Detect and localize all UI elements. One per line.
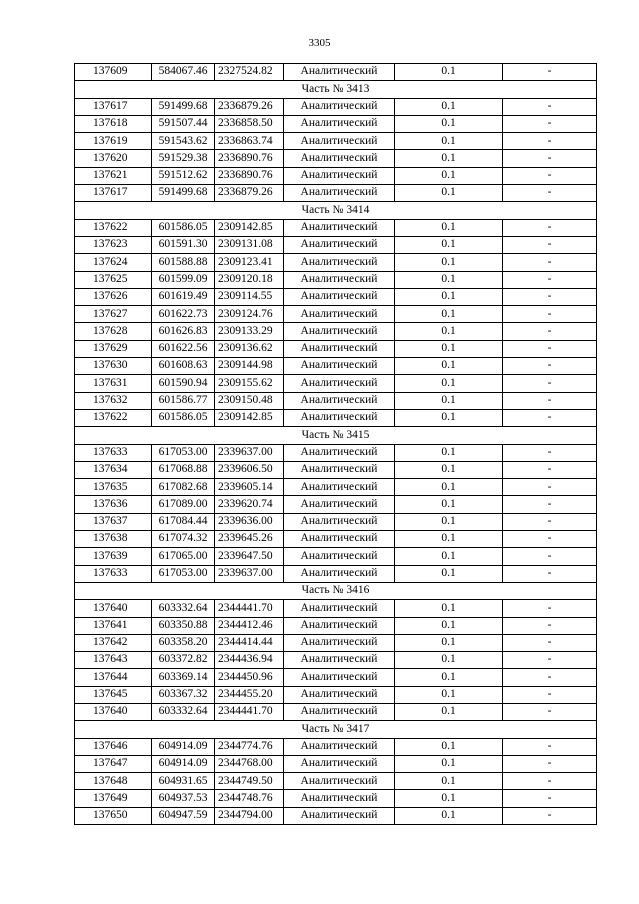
- point-id-cell: 137619: [75, 133, 152, 150]
- note-cell: -: [503, 652, 597, 669]
- accuracy-cell: 0.1: [395, 98, 503, 115]
- method-cell: Аналитический: [284, 133, 395, 150]
- point-id-cell: 137628: [75, 323, 152, 340]
- point-id-cell: 137621: [75, 167, 152, 184]
- x-coordinate-cell: 584067.46: [152, 64, 215, 81]
- table-row: [75, 617, 597, 634]
- x-coordinate-cell: 601626.83: [152, 323, 215, 340]
- method-cell: Аналитический: [284, 686, 395, 703]
- accuracy-cell: 0.1: [395, 133, 503, 150]
- x-coordinate-cell: 601586.05: [152, 409, 215, 426]
- table-row: [75, 548, 597, 565]
- method-cell: Аналитический: [284, 375, 395, 392]
- point-id-cell: 137622: [75, 409, 152, 426]
- table-row: [75, 98, 597, 115]
- note-cell: -: [503, 461, 597, 478]
- table-row: [75, 288, 597, 305]
- note-cell: -: [503, 150, 597, 167]
- accuracy-cell: 0.1: [395, 409, 503, 426]
- note-cell: -: [503, 686, 597, 703]
- method-cell: Аналитический: [284, 565, 395, 582]
- method-cell: Аналитический: [284, 64, 395, 81]
- x-coordinate-cell: 617065.00: [152, 548, 215, 565]
- x-coordinate-cell: 604914.09: [152, 755, 215, 772]
- method-cell: Аналитический: [284, 150, 395, 167]
- x-coordinate-cell: 601590.94: [152, 375, 215, 392]
- method-cell: Аналитический: [284, 461, 395, 478]
- x-coordinate-cell: 604931.65: [152, 773, 215, 790]
- accuracy-cell: 0.1: [395, 236, 503, 253]
- y-coordinate-cell: 2339605.14: [215, 479, 284, 496]
- point-id-cell: 137633: [75, 444, 152, 461]
- y-coordinate-cell: 2309142.85: [215, 409, 284, 426]
- y-coordinate-cell: 2336879.26: [215, 98, 284, 115]
- y-coordinate-cell: 2309150.48: [215, 392, 284, 409]
- x-coordinate-cell: 603369.14: [152, 669, 215, 686]
- point-id-cell: 137643: [75, 652, 152, 669]
- table-row: [75, 167, 597, 184]
- table-row: [75, 669, 597, 686]
- y-coordinate-cell: 2339636.00: [215, 513, 284, 530]
- note-cell: -: [503, 323, 597, 340]
- point-id-cell: 137640: [75, 600, 152, 617]
- note-cell: -: [503, 496, 597, 513]
- point-id-cell: 137617: [75, 185, 152, 202]
- y-coordinate-cell: 2344794.00: [215, 807, 284, 824]
- point-id-cell: 137617: [75, 98, 152, 115]
- y-coordinate-cell: 2339637.00: [215, 565, 284, 582]
- y-coordinate-cell: 2309131.08: [215, 236, 284, 253]
- y-coordinate-cell: 2344414.44: [215, 634, 284, 651]
- note-cell: -: [503, 773, 597, 790]
- point-id-cell: 137629: [75, 340, 152, 357]
- point-id-cell: 137635: [75, 479, 152, 496]
- table-row: [75, 150, 597, 167]
- method-cell: Аналитический: [284, 288, 395, 305]
- method-cell: Аналитический: [284, 790, 395, 807]
- table-row: [75, 531, 597, 548]
- x-coordinate-cell: 617053.00: [152, 444, 215, 461]
- accuracy-cell: 0.1: [395, 790, 503, 807]
- accuracy-cell: 0.1: [395, 392, 503, 409]
- table-row: [75, 479, 597, 496]
- point-id-cell: 137650: [75, 807, 152, 824]
- note-cell: -: [503, 288, 597, 305]
- x-coordinate-cell: 601622.56: [152, 340, 215, 357]
- x-coordinate-cell: 603372.82: [152, 652, 215, 669]
- x-coordinate-cell: 603350.88: [152, 617, 215, 634]
- part-header-row: [75, 81, 597, 98]
- method-cell: Аналитический: [284, 98, 395, 115]
- table-row: [75, 409, 597, 426]
- table-row: [75, 444, 597, 461]
- method-cell: Аналитический: [284, 340, 395, 357]
- accuracy-cell: 0.1: [395, 738, 503, 755]
- point-id-cell: 137625: [75, 271, 152, 288]
- method-cell: Аналитический: [284, 807, 395, 824]
- table-row: [75, 185, 597, 202]
- method-cell: Аналитический: [284, 496, 395, 513]
- x-coordinate-cell: 591529.38: [152, 150, 215, 167]
- accuracy-cell: 0.1: [395, 288, 503, 305]
- method-cell: Аналитический: [284, 479, 395, 496]
- part-header-row: [75, 202, 597, 219]
- x-coordinate-cell: 604914.09: [152, 738, 215, 755]
- method-cell: Аналитический: [284, 703, 395, 720]
- table-row: [75, 600, 597, 617]
- accuracy-cell: 0.1: [395, 531, 503, 548]
- table-row: [75, 686, 597, 703]
- accuracy-cell: 0.1: [395, 652, 503, 669]
- table-row: [75, 703, 597, 720]
- note-cell: -: [503, 375, 597, 392]
- table-row: [75, 340, 597, 357]
- note-cell: -: [503, 703, 597, 720]
- y-coordinate-cell: 2344441.70: [215, 600, 284, 617]
- table-row: [75, 392, 597, 409]
- table-row: [75, 565, 597, 582]
- x-coordinate-cell: 591512.62: [152, 167, 215, 184]
- part-title: Часть № 3413: [75, 81, 597, 98]
- point-id-cell: 137637: [75, 513, 152, 530]
- y-coordinate-cell: 2344412.46: [215, 617, 284, 634]
- point-id-cell: 137633: [75, 565, 152, 582]
- part-header-row: [75, 427, 597, 444]
- note-cell: -: [503, 271, 597, 288]
- table-row: [75, 375, 597, 392]
- accuracy-cell: 0.1: [395, 773, 503, 790]
- accuracy-cell: 0.1: [395, 185, 503, 202]
- x-coordinate-cell: 617082.68: [152, 479, 215, 496]
- x-coordinate-cell: 591499.68: [152, 98, 215, 115]
- point-id-cell: 137626: [75, 288, 152, 305]
- table-row: [75, 513, 597, 530]
- note-cell: -: [503, 115, 597, 132]
- method-cell: Аналитический: [284, 773, 395, 790]
- table-row: [75, 323, 597, 340]
- point-id-cell: 137640: [75, 703, 152, 720]
- method-cell: Аналитический: [284, 254, 395, 271]
- note-cell: -: [503, 185, 597, 202]
- note-cell: -: [503, 531, 597, 548]
- part-title: Часть № 3414: [75, 202, 597, 219]
- y-coordinate-cell: 2344774.76: [215, 738, 284, 755]
- method-cell: Аналитический: [284, 513, 395, 530]
- x-coordinate-cell: 591543.62: [152, 133, 215, 150]
- note-cell: -: [503, 600, 597, 617]
- y-coordinate-cell: 2327524.82: [215, 64, 284, 81]
- table-row: [75, 634, 597, 651]
- method-cell: Аналитический: [284, 444, 395, 461]
- accuracy-cell: 0.1: [395, 167, 503, 184]
- table-row: [75, 755, 597, 772]
- y-coordinate-cell: 2339620.74: [215, 496, 284, 513]
- part-title: Часть № 3415: [75, 427, 597, 444]
- x-coordinate-cell: 603358.20: [152, 634, 215, 651]
- note-cell: -: [503, 98, 597, 115]
- method-cell: Аналитический: [284, 236, 395, 253]
- point-id-cell: 137609: [75, 64, 152, 81]
- y-coordinate-cell: 2336879.26: [215, 185, 284, 202]
- method-cell: Аналитический: [284, 185, 395, 202]
- note-cell: -: [503, 807, 597, 824]
- method-cell: Аналитический: [284, 531, 395, 548]
- method-cell: Аналитический: [284, 306, 395, 323]
- table-row: [75, 133, 597, 150]
- y-coordinate-cell: 2309123.41: [215, 254, 284, 271]
- table-row: [75, 807, 597, 824]
- x-coordinate-cell: 601591.30: [152, 236, 215, 253]
- table-row: [75, 358, 597, 375]
- y-coordinate-cell: 2344748.76: [215, 790, 284, 807]
- note-cell: -: [503, 236, 597, 253]
- point-id-cell: 137618: [75, 115, 152, 132]
- accuracy-cell: 0.1: [395, 548, 503, 565]
- page-number: 3305: [308, 37, 331, 49]
- note-cell: -: [503, 565, 597, 582]
- accuracy-cell: 0.1: [395, 461, 503, 478]
- table-row: [75, 790, 597, 807]
- y-coordinate-cell: 2309124.76: [215, 306, 284, 323]
- x-coordinate-cell: 617089.00: [152, 496, 215, 513]
- y-coordinate-cell: 2309144.98: [215, 358, 284, 375]
- note-cell: -: [503, 634, 597, 651]
- table-row: [75, 64, 597, 81]
- method-cell: Аналитический: [284, 634, 395, 651]
- x-coordinate-cell: 591507.44: [152, 115, 215, 132]
- accuracy-cell: 0.1: [395, 600, 503, 617]
- accuracy-cell: 0.1: [395, 703, 503, 720]
- method-cell: Аналитический: [284, 271, 395, 288]
- point-id-cell: 137624: [75, 254, 152, 271]
- note-cell: -: [503, 340, 597, 357]
- method-cell: Аналитический: [284, 755, 395, 772]
- accuracy-cell: 0.1: [395, 686, 503, 703]
- x-coordinate-cell: 603367.32: [152, 686, 215, 703]
- note-cell: -: [503, 479, 597, 496]
- y-coordinate-cell: 2344436.94: [215, 652, 284, 669]
- point-id-cell: 137630: [75, 358, 152, 375]
- note-cell: -: [503, 444, 597, 461]
- accuracy-cell: 0.1: [395, 115, 503, 132]
- point-id-cell: 137636: [75, 496, 152, 513]
- y-coordinate-cell: 2339637.00: [215, 444, 284, 461]
- point-id-cell: 137641: [75, 617, 152, 634]
- part-header-row: [75, 582, 597, 599]
- method-cell: Аналитический: [284, 600, 395, 617]
- point-id-cell: 137642: [75, 634, 152, 651]
- note-cell: -: [503, 358, 597, 375]
- method-cell: Аналитический: [284, 358, 395, 375]
- note-cell: -: [503, 669, 597, 686]
- y-coordinate-cell: 2309114.55: [215, 288, 284, 305]
- y-coordinate-cell: 2309133.29: [215, 323, 284, 340]
- accuracy-cell: 0.1: [395, 513, 503, 530]
- y-coordinate-cell: 2309142.85: [215, 219, 284, 236]
- part-title: Часть № 3416: [75, 582, 597, 599]
- note-cell: -: [503, 738, 597, 755]
- point-id-cell: 137638: [75, 531, 152, 548]
- point-id-cell: 137634: [75, 461, 152, 478]
- table-row: [75, 271, 597, 288]
- part-title: Часть № 3417: [75, 721, 597, 738]
- accuracy-cell: 0.1: [395, 755, 503, 772]
- table-row: [75, 773, 597, 790]
- method-cell: Аналитический: [284, 548, 395, 565]
- y-coordinate-cell: 2344450.96: [215, 669, 284, 686]
- x-coordinate-cell: 601619.49: [152, 288, 215, 305]
- accuracy-cell: 0.1: [395, 219, 503, 236]
- point-id-cell: 137649: [75, 790, 152, 807]
- y-coordinate-cell: 2309136.62: [215, 340, 284, 357]
- table-row: [75, 254, 597, 271]
- method-cell: Аналитический: [284, 167, 395, 184]
- point-id-cell: 137646: [75, 738, 152, 755]
- x-coordinate-cell: 617074.32: [152, 531, 215, 548]
- table-row: [75, 652, 597, 669]
- note-cell: -: [503, 409, 597, 426]
- x-coordinate-cell: 601586.05: [152, 219, 215, 236]
- method-cell: Аналитический: [284, 669, 395, 686]
- method-cell: Аналитический: [284, 409, 395, 426]
- y-coordinate-cell: 2309155.62: [215, 375, 284, 392]
- x-coordinate-cell: 617068.88: [152, 461, 215, 478]
- y-coordinate-cell: 2344455.20: [215, 686, 284, 703]
- accuracy-cell: 0.1: [395, 358, 503, 375]
- note-cell: -: [503, 64, 597, 81]
- accuracy-cell: 0.1: [395, 617, 503, 634]
- accuracy-cell: 0.1: [395, 496, 503, 513]
- point-id-cell: 137645: [75, 686, 152, 703]
- x-coordinate-cell: 617084.44: [152, 513, 215, 530]
- accuracy-cell: 0.1: [395, 807, 503, 824]
- coordinates-table: [74, 63, 597, 825]
- accuracy-cell: 0.1: [395, 634, 503, 651]
- x-coordinate-cell: 603332.64: [152, 600, 215, 617]
- point-id-cell: 137632: [75, 392, 152, 409]
- accuracy-cell: 0.1: [395, 306, 503, 323]
- table-row: [75, 738, 597, 755]
- note-cell: -: [503, 755, 597, 772]
- point-id-cell: 137644: [75, 669, 152, 686]
- x-coordinate-cell: 601599.09: [152, 271, 215, 288]
- x-coordinate-cell: 601608.63: [152, 358, 215, 375]
- x-coordinate-cell: 603332.64: [152, 703, 215, 720]
- y-coordinate-cell: 2339645.26: [215, 531, 284, 548]
- x-coordinate-cell: 604947.59: [152, 807, 215, 824]
- method-cell: Аналитический: [284, 323, 395, 340]
- note-cell: -: [503, 306, 597, 323]
- accuracy-cell: 0.1: [395, 254, 503, 271]
- note-cell: -: [503, 219, 597, 236]
- method-cell: Аналитический: [284, 219, 395, 236]
- y-coordinate-cell: 2309120.18: [215, 271, 284, 288]
- note-cell: -: [503, 392, 597, 409]
- method-cell: Аналитический: [284, 115, 395, 132]
- accuracy-cell: 0.1: [395, 323, 503, 340]
- note-cell: -: [503, 790, 597, 807]
- table-row: [75, 115, 597, 132]
- note-cell: -: [503, 167, 597, 184]
- table-row: [75, 306, 597, 323]
- point-id-cell: 137639: [75, 548, 152, 565]
- y-coordinate-cell: 2344749.50: [215, 773, 284, 790]
- accuracy-cell: 0.1: [395, 64, 503, 81]
- x-coordinate-cell: 601588.88: [152, 254, 215, 271]
- point-id-cell: 137622: [75, 219, 152, 236]
- method-cell: Аналитический: [284, 652, 395, 669]
- note-cell: -: [503, 254, 597, 271]
- x-coordinate-cell: 601586.77: [152, 392, 215, 409]
- point-id-cell: 137648: [75, 773, 152, 790]
- table-row: [75, 236, 597, 253]
- accuracy-cell: 0.1: [395, 271, 503, 288]
- point-id-cell: 137631: [75, 375, 152, 392]
- point-id-cell: 137627: [75, 306, 152, 323]
- x-coordinate-cell: 601622.73: [152, 306, 215, 323]
- y-coordinate-cell: 2344441.70: [215, 703, 284, 720]
- accuracy-cell: 0.1: [395, 340, 503, 357]
- point-id-cell: 137647: [75, 755, 152, 772]
- point-id-cell: 137620: [75, 150, 152, 167]
- x-coordinate-cell: 617053.00: [152, 565, 215, 582]
- table-row: [75, 461, 597, 478]
- table-row: [75, 219, 597, 236]
- x-coordinate-cell: 604937.53: [152, 790, 215, 807]
- y-coordinate-cell: 2339647.50: [215, 548, 284, 565]
- accuracy-cell: 0.1: [395, 150, 503, 167]
- accuracy-cell: 0.1: [395, 565, 503, 582]
- y-coordinate-cell: 2344768.00: [215, 755, 284, 772]
- table-row: [75, 496, 597, 513]
- method-cell: Аналитический: [284, 617, 395, 634]
- note-cell: -: [503, 133, 597, 150]
- method-cell: Аналитический: [284, 738, 395, 755]
- y-coordinate-cell: 2339606.50: [215, 461, 284, 478]
- accuracy-cell: 0.1: [395, 669, 503, 686]
- x-coordinate-cell: 591499.68: [152, 185, 215, 202]
- y-coordinate-cell: 2336858.50: [215, 115, 284, 132]
- y-coordinate-cell: 2336890.76: [215, 150, 284, 167]
- note-cell: -: [503, 617, 597, 634]
- note-cell: -: [503, 513, 597, 530]
- method-cell: Аналитический: [284, 392, 395, 409]
- accuracy-cell: 0.1: [395, 375, 503, 392]
- part-header-row: [75, 721, 597, 738]
- y-coordinate-cell: 2336890.76: [215, 167, 284, 184]
- accuracy-cell: 0.1: [395, 479, 503, 496]
- accuracy-cell: 0.1: [395, 444, 503, 461]
- y-coordinate-cell: 2336863.74: [215, 133, 284, 150]
- note-cell: -: [503, 548, 597, 565]
- point-id-cell: 137623: [75, 236, 152, 253]
